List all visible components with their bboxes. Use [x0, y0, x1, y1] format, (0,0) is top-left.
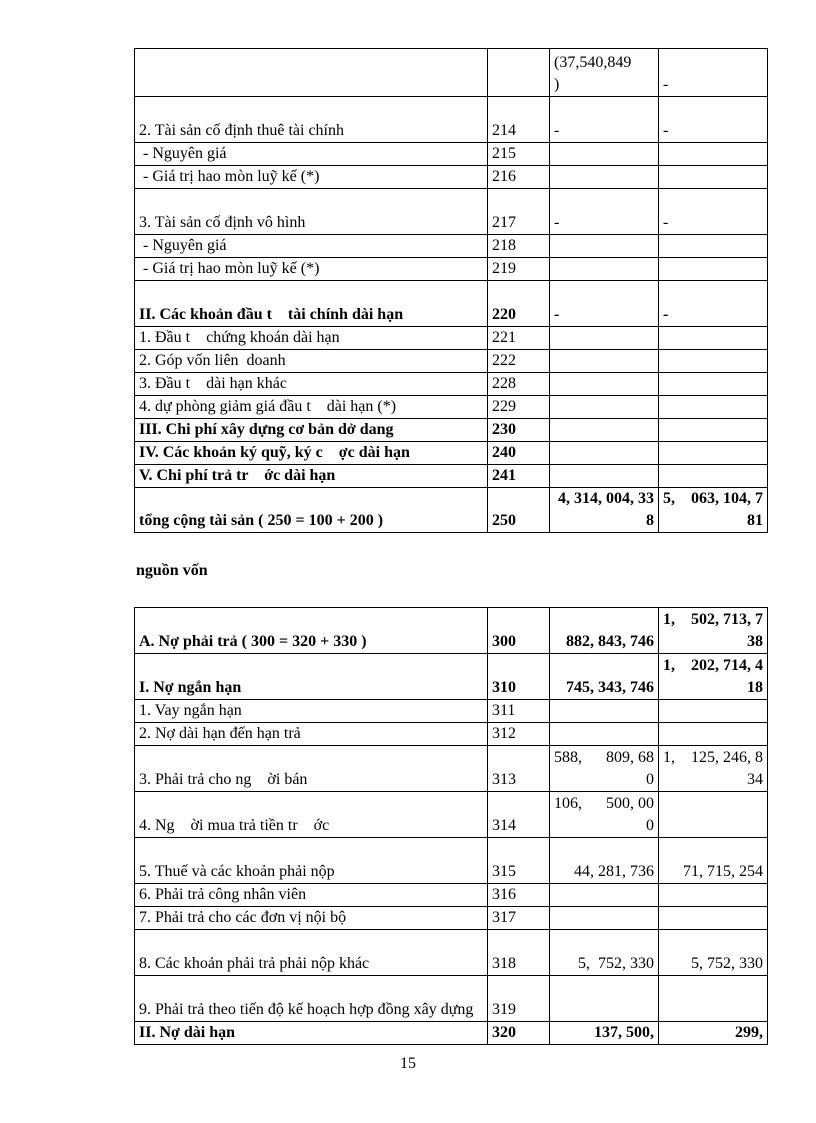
row-code: 230 [488, 419, 550, 442]
section-title: nguồn vốn [136, 562, 208, 579]
row-code: 241 [488, 465, 550, 488]
row-value-current [550, 442, 659, 465]
row-value-previous [659, 700, 768, 723]
row-value-previous [659, 327, 768, 350]
row-value-previous: 5, 063, 104, 781 [659, 488, 768, 533]
table-row [135, 97, 768, 143]
table-row [135, 1022, 768, 1045]
row-value-previous [659, 350, 768, 373]
row-value-current [550, 723, 659, 746]
row-value-previous [659, 419, 768, 442]
row-label: A. Nợ phải trả ( 300 = 320 + 330 ) [135, 608, 488, 654]
row-code: 315 [488, 838, 550, 884]
row-value-previous: 5, 752, 330 [659, 930, 768, 976]
row-label: - Giá trị hao mòn luỹ kế (*) [135, 166, 488, 189]
table-row [135, 907, 768, 930]
row-value-current: 4, 314, 004, 338 [550, 488, 659, 533]
row-value-previous [659, 884, 768, 907]
table-row [135, 608, 768, 654]
row-code: 310 [488, 654, 550, 700]
row-value-current: 5, 752, 330 [550, 930, 659, 976]
row-label: 3. Phải trả cho ng ời bán [135, 746, 488, 792]
row-code: 218 [488, 235, 550, 258]
row-label: 1. Đầu t chứng khoán dài hạn [135, 327, 488, 350]
row-code: 219 [488, 258, 550, 281]
capital-table [134, 607, 768, 1045]
row-value-current [550, 166, 659, 189]
table-row [135, 327, 768, 350]
row-label: 8. Các khoản phải trả phải nộp khác [135, 930, 488, 976]
table-row [135, 976, 768, 1022]
row-value-previous [659, 235, 768, 258]
row-label: 6. Phải trả công nhân viên [135, 884, 488, 907]
row-value-current: 106, 500, 000 [550, 792, 659, 838]
row-label: IV. Các khoản ký quỹ, ký c ợc dài hạn [135, 442, 488, 465]
row-value-previous: 1, 125, 246, 834 [659, 746, 768, 792]
row-value-current [550, 396, 659, 419]
row-label: - Giá trị hao mòn luỹ kế (*) [135, 258, 488, 281]
row-value-current: (37,540,849 ) [550, 49, 659, 97]
row-label: 2. Nợ dài hạn đến hạn trả [135, 723, 488, 746]
row-code: 215 [488, 143, 550, 166]
row-code: 317 [488, 907, 550, 930]
row-code: 314 [488, 792, 550, 838]
row-code: 316 [488, 884, 550, 907]
table-row [135, 143, 768, 166]
table-row [135, 465, 768, 488]
row-value-current [550, 327, 659, 350]
row-value-previous [659, 166, 768, 189]
row-label: II. Nợ dài hạn [135, 1022, 488, 1045]
table-row [135, 373, 768, 396]
row-value-current [550, 258, 659, 281]
row-code: 250 [488, 488, 550, 533]
row-value-previous [659, 258, 768, 281]
row-code: 311 [488, 700, 550, 723]
row-value-previous [659, 465, 768, 488]
row-value-current: 882, 843, 746 [550, 608, 659, 654]
row-value-current: - [550, 189, 659, 235]
table-row [135, 281, 768, 327]
row-code [488, 49, 550, 97]
table-row [135, 700, 768, 723]
row-value-previous: - [659, 49, 768, 97]
row-label: tổng cộng tài sản ( 250 = 100 + 200 ) [135, 488, 488, 533]
table-row [135, 488, 768, 533]
row-value-previous: 71, 715, 254 [659, 838, 768, 884]
table-row [135, 654, 768, 700]
row-code: 312 [488, 723, 550, 746]
table-row [135, 396, 768, 419]
row-label: 7. Phải trả cho các đơn vị nội bộ [135, 907, 488, 930]
row-label: II. Các khoản đầu t tài chính dài hạn [135, 281, 488, 327]
row-code: 217 [488, 189, 550, 235]
row-code: 300 [488, 608, 550, 654]
table-row [135, 442, 768, 465]
table-row [135, 235, 768, 258]
row-value-previous: - [659, 97, 768, 143]
row-label: 2. Góp vốn liên doanh [135, 350, 488, 373]
table-row [135, 166, 768, 189]
row-code: 228 [488, 373, 550, 396]
page-number: 15 [400, 1055, 416, 1072]
row-value-current: 745, 343, 746 [550, 654, 659, 700]
row-value-current: 44, 281, 736 [550, 838, 659, 884]
row-value-current [550, 143, 659, 166]
row-value-previous: 1, 502, 713, 738 [659, 608, 768, 654]
row-value-current [550, 976, 659, 1022]
row-code: 220 [488, 281, 550, 327]
row-label: III. Chi phí xây dựng cơ bản dở dang [135, 419, 488, 442]
row-label: 4. Ng ời mua trả tiền tr ớc [135, 792, 488, 838]
row-value-previous [659, 723, 768, 746]
row-code: 214 [488, 97, 550, 143]
row-value-previous: - [659, 281, 768, 327]
table-row [135, 723, 768, 746]
row-label: 4. dự phòng giảm giá đầu t dài hạn (*) [135, 396, 488, 419]
row-value-current [550, 700, 659, 723]
table-row [135, 884, 768, 907]
table-row [135, 258, 768, 281]
row-code: 222 [488, 350, 550, 373]
row-value-current [550, 235, 659, 258]
row-label: 3. Tài sản cố định vô hình [135, 189, 488, 235]
row-value-current: 137, 500, [550, 1022, 659, 1045]
table-row [135, 838, 768, 884]
row-value-previous [659, 442, 768, 465]
row-value-previous [659, 143, 768, 166]
row-value-previous: 299, [659, 1022, 768, 1045]
row-value-current [550, 465, 659, 488]
table-row [135, 746, 768, 792]
row-value-current: 588, 809, 680 [550, 746, 659, 792]
row-label: 5. Thuế và các khoản phải nộp [135, 838, 488, 884]
row-code: 313 [488, 746, 550, 792]
row-value-previous: - [659, 189, 768, 235]
row-label [135, 49, 488, 97]
table-row [135, 189, 768, 235]
row-label: 2. Tài sản cố định thuê tài chính [135, 97, 488, 143]
row-value-previous: 1, 202, 714, 418 [659, 654, 768, 700]
row-value-current: - [550, 281, 659, 327]
row-value-previous [659, 976, 768, 1022]
row-code: 319 [488, 976, 550, 1022]
row-value-previous [659, 373, 768, 396]
row-code: 229 [488, 396, 550, 419]
row-value-current [550, 884, 659, 907]
row-value-current [550, 350, 659, 373]
table-row [135, 49, 768, 97]
row-value-current [550, 419, 659, 442]
table-row [135, 419, 768, 442]
row-label: 3. Đầu t dài hạn khác [135, 373, 488, 396]
row-value-previous [659, 792, 768, 838]
row-label: I. Nợ ngắn hạn [135, 654, 488, 700]
row-value-current [550, 907, 659, 930]
row-code: 318 [488, 930, 550, 976]
row-code: 221 [488, 327, 550, 350]
row-value-current [550, 373, 659, 396]
row-code: 240 [488, 442, 550, 465]
table-row [135, 792, 768, 838]
row-value-previous [659, 907, 768, 930]
row-label: V. Chi phí trả tr ớc dài hạn [135, 465, 488, 488]
row-code: 320 [488, 1022, 550, 1045]
row-label: - Nguyên giá [135, 143, 488, 166]
row-value-previous [659, 396, 768, 419]
table-row [135, 350, 768, 373]
table-row [135, 930, 768, 976]
asset-table [134, 48, 768, 533]
row-code: 216 [488, 166, 550, 189]
row-label: 9. Phải trả theo tiến độ kế hoạch hợp đồng xây dựng [135, 976, 488, 1022]
row-label: 1. Vay ngắn hạn [135, 700, 488, 723]
row-value-current: - [550, 97, 659, 143]
row-label: - Nguyên giá [135, 235, 488, 258]
